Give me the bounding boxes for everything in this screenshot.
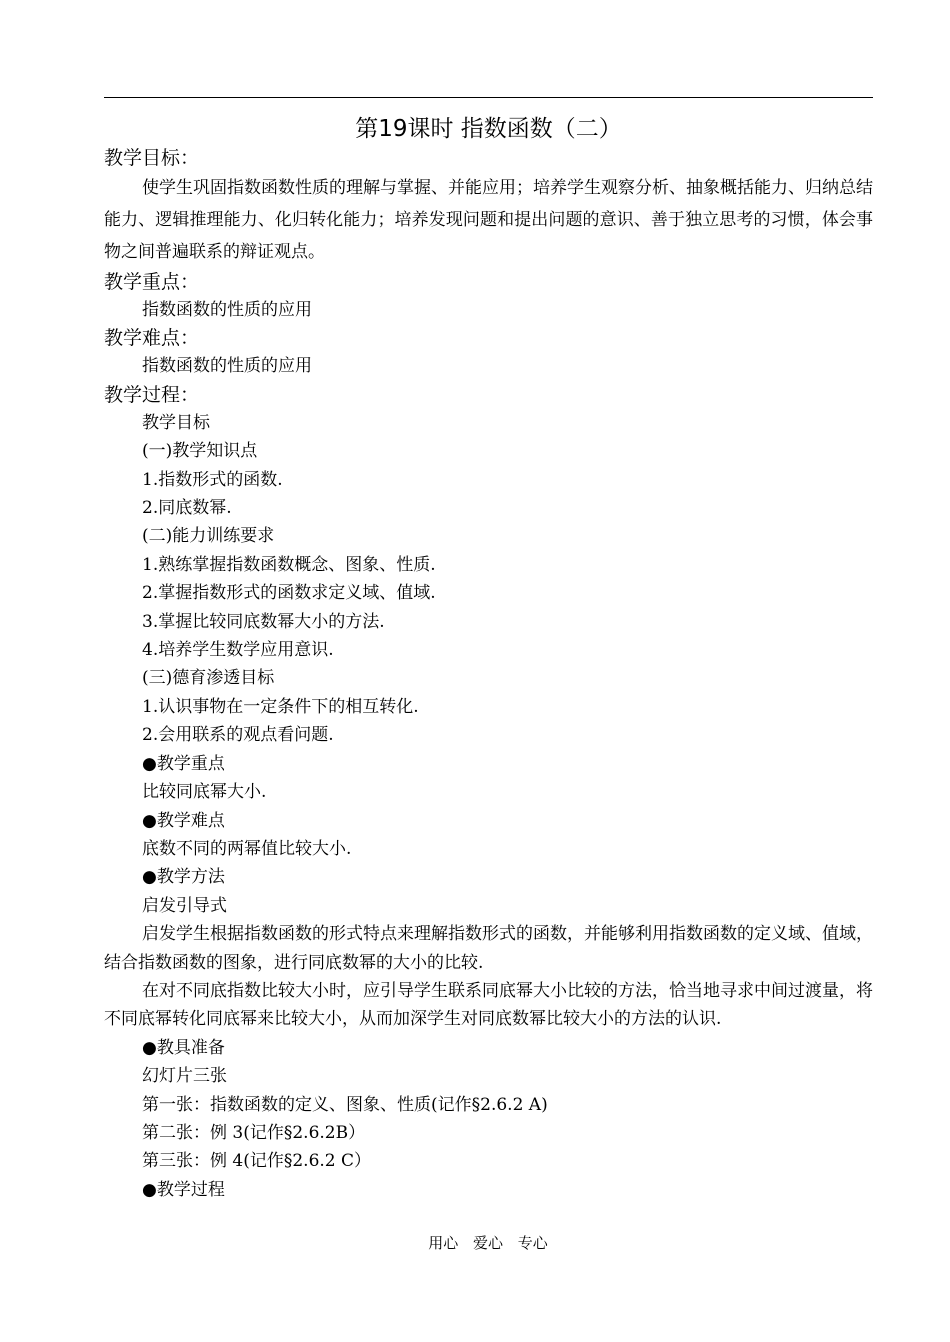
process-item: (二)能力训练要求 (142, 526, 275, 547)
process-item: ●教学重点 (142, 753, 225, 774)
goal-text: 使学生巩固指数函数性质的理解与掌握、并能应用；培养学生观察分析、抽象概括能力、归纳总结能力、逻辑推理能力、化归转化能力；培养发现问题和提出问题的意识、善于独立思考的习惯，体会事物之间普遍联系的辩证观点。 (104, 178, 873, 262)
process-item: 教学目标 (142, 412, 210, 433)
page-title: 第19课时 指数函数（二） (355, 116, 622, 142)
process-item: 1.熟练掌握指数函数概念、图象、性质. (142, 554, 436, 575)
process-item: 启发引导式 (142, 895, 227, 916)
process-item: (三)德育渗透目标 (142, 668, 275, 689)
process-item: 3.掌握比较同底数幂大小的方法. (142, 611, 385, 632)
prep-item: 第一张：指数函数的定义、图象、性质(记作§2.6.2 A) (142, 1094, 548, 1115)
difficulty-text: 指数函数的性质的应用 (142, 356, 312, 377)
goal-heading: 教学目标： (104, 147, 200, 169)
process-item: ●教学方法 (142, 867, 225, 888)
process-item: (一)教学知识点 (142, 441, 258, 462)
prep-item: 第二张：例 3(记作§2.6.2B） (142, 1122, 366, 1143)
key-heading: 教学重点： (104, 271, 200, 293)
prep-item: ●教具准备 (142, 1037, 225, 1058)
header-rule (104, 97, 873, 98)
difficulty-heading: 教学难点： (104, 327, 200, 350)
page-footer: 用心 爱心 专心 (428, 1234, 548, 1252)
process-item: 底数不同的两幂值比较大小. (142, 838, 352, 859)
process-item: 2.会用联系的观点看问题. (142, 725, 334, 746)
method-paragraph: 启发学生根据指数函数的形式特点来理解指数形式的函数，并能够利用指数函数的定义域、值域，结合指数函数的图象，进行同底数幂的大小的比较. (104, 924, 873, 973)
prep-item: ●教学过程 (142, 1179, 225, 1200)
process-item: 1.指数形式的函数. (142, 469, 283, 490)
prep-item: 幻灯片三张 (142, 1066, 227, 1087)
process-item: 比较同底幂大小. (142, 782, 267, 803)
process-item: 1.认识事物在一定条件下的相互转化. (142, 696, 419, 717)
process-item: 2.同底数幂. (142, 498, 232, 519)
process-item: 2.掌握指数形式的函数求定义域、值域. (142, 583, 436, 604)
process-item: ●教学难点 (142, 810, 225, 831)
document-body (104, 144, 873, 1204)
key-text: 指数函数的性质的应用 (142, 300, 312, 320)
method-paragraph: 在对不同底指数比较大小时，应引导学生联系同底幂大小比较的方法，恰当地寻求中间过渡量，将不同底幂转化同底幂来比较大小，从而加深学生对同底数幂比较大小的方法的认识. (104, 980, 873, 1030)
process-heading: 教学过程： (104, 383, 200, 406)
prep-item: 第三张：例 4(记作§2.6.2 C） (142, 1151, 372, 1172)
process-item: 4.培养学生数学应用意识. (142, 640, 334, 661)
